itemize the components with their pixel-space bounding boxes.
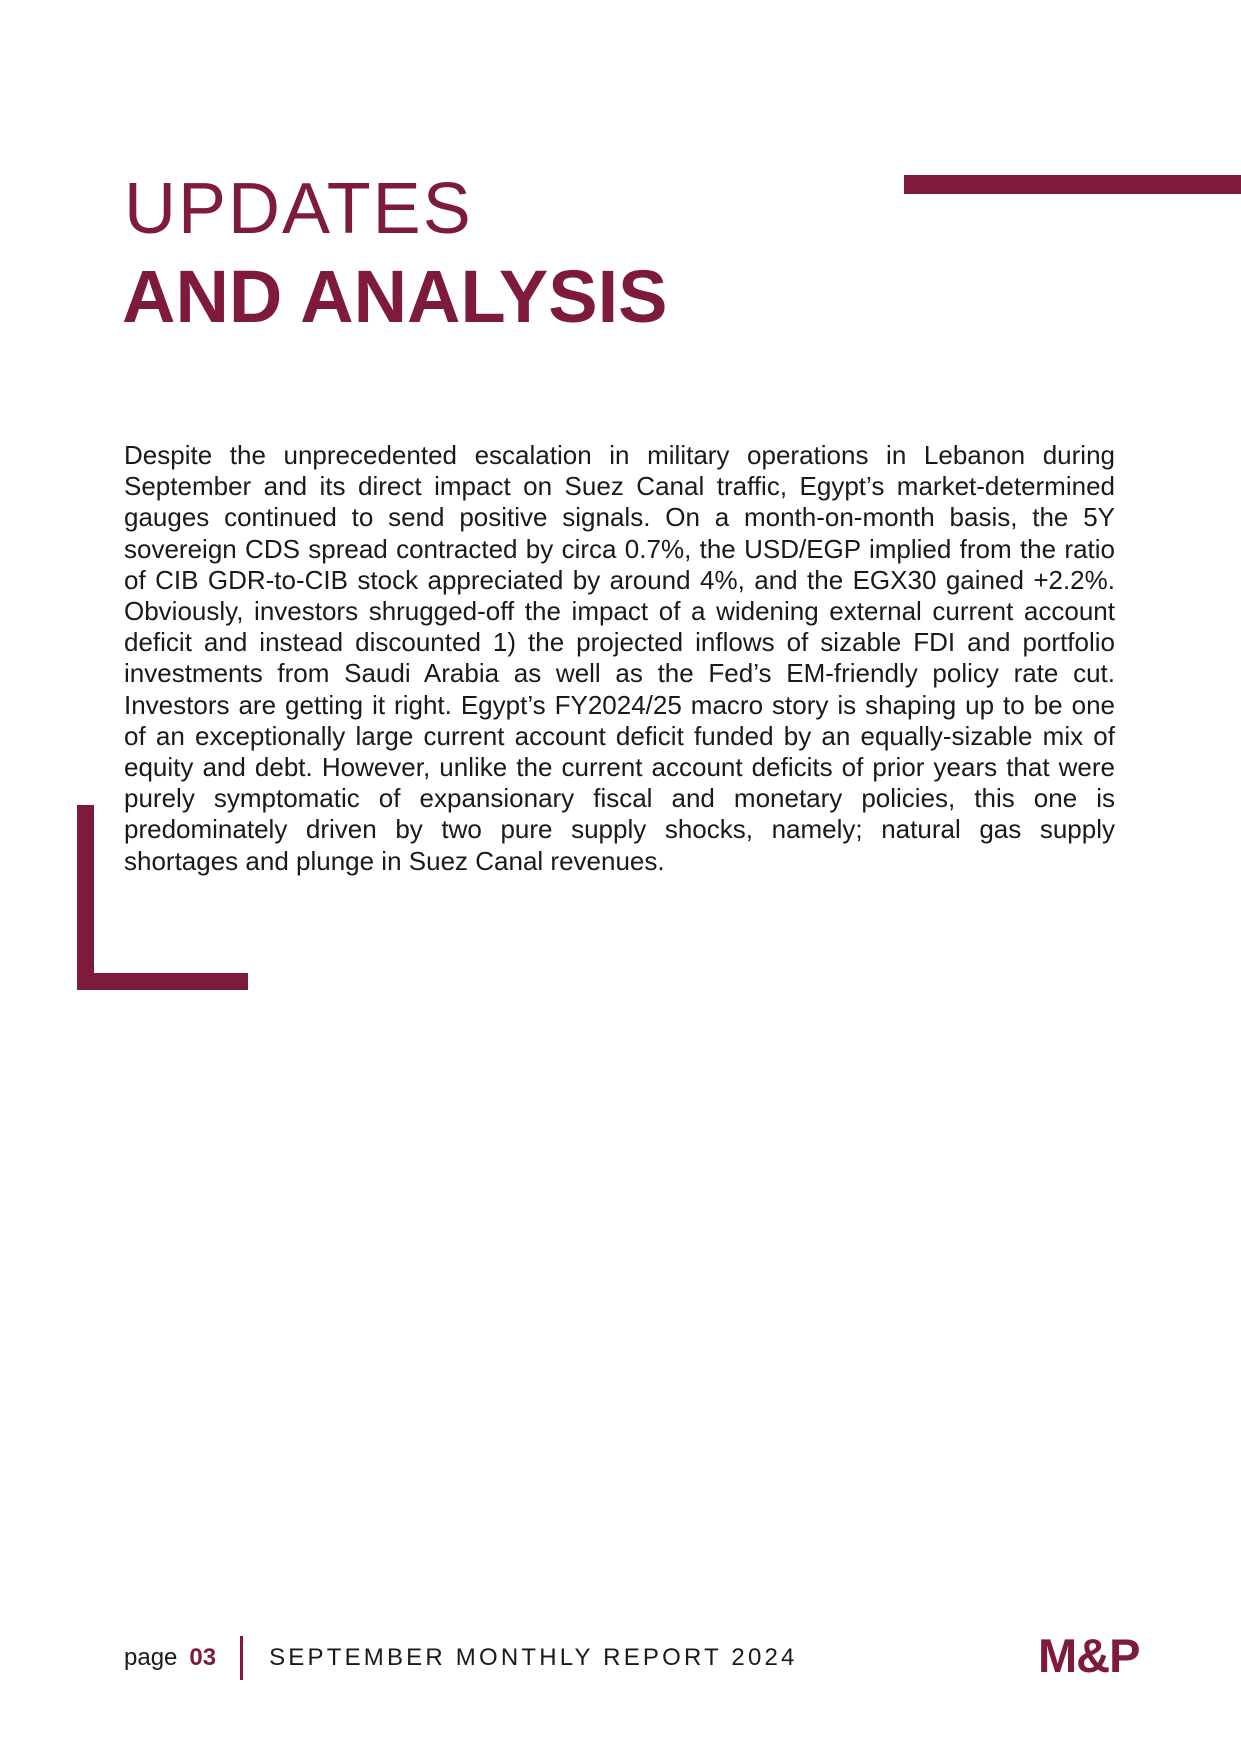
corner-bracket-vertical <box>77 805 94 990</box>
footer-page-label: page <box>124 1644 178 1671</box>
brand-logo: M&P <box>1038 1629 1140 1682</box>
footer-page-number: 03 <box>189 1644 217 1671</box>
footer <box>124 1636 798 1680</box>
corner-bracket-horizontal <box>77 973 248 990</box>
footer-divider <box>240 1636 243 1680</box>
footer-report-title: SEPTEMBER MONTHLY REPORT 2024 <box>269 1644 798 1671</box>
page-title-line-1: UPDATES <box>124 169 473 249</box>
body-paragraph: Despite the unprecedented escalation in military operations in Lebanon during September and its direct impact on Suez Canal traffic, Egypt’s market-determined gauges continued to send positive signals. On a month-on-month basis, the 5Y sovereign CDS spread contracted by circa 0.7%, the USD/EGP implied from the ratio of CIB GDR-to-CIB stock appreciated by around 4%, and the EGX30 gained +2.2%. Obviously, investors shrugged-off the impact of a widening external current account deficit and instead discounted 1) the projected inflows of sizable FDI and portfolio investments from Saudi Arabia as well as the Fed’s EM-friendly policy rate cut. Investors are getting it right. Egypt’s FY2024/25 macro story is shaping up to be one of an exceptionally large current account deficit funded by an equally-sizable mix of equity and debt. However, unlike the current account deficits of prior years that were purely symptomatic of expansionary fiscal and monetary policies, this one is predominately driven by two pure supply shocks, namely; natural gas supply shortages and plunge in Suez Canal revenues. <box>124 440 1115 876</box>
page-title-line-2: AND ANALYSIS <box>122 255 668 338</box>
top-accent-bar <box>904 175 1241 194</box>
